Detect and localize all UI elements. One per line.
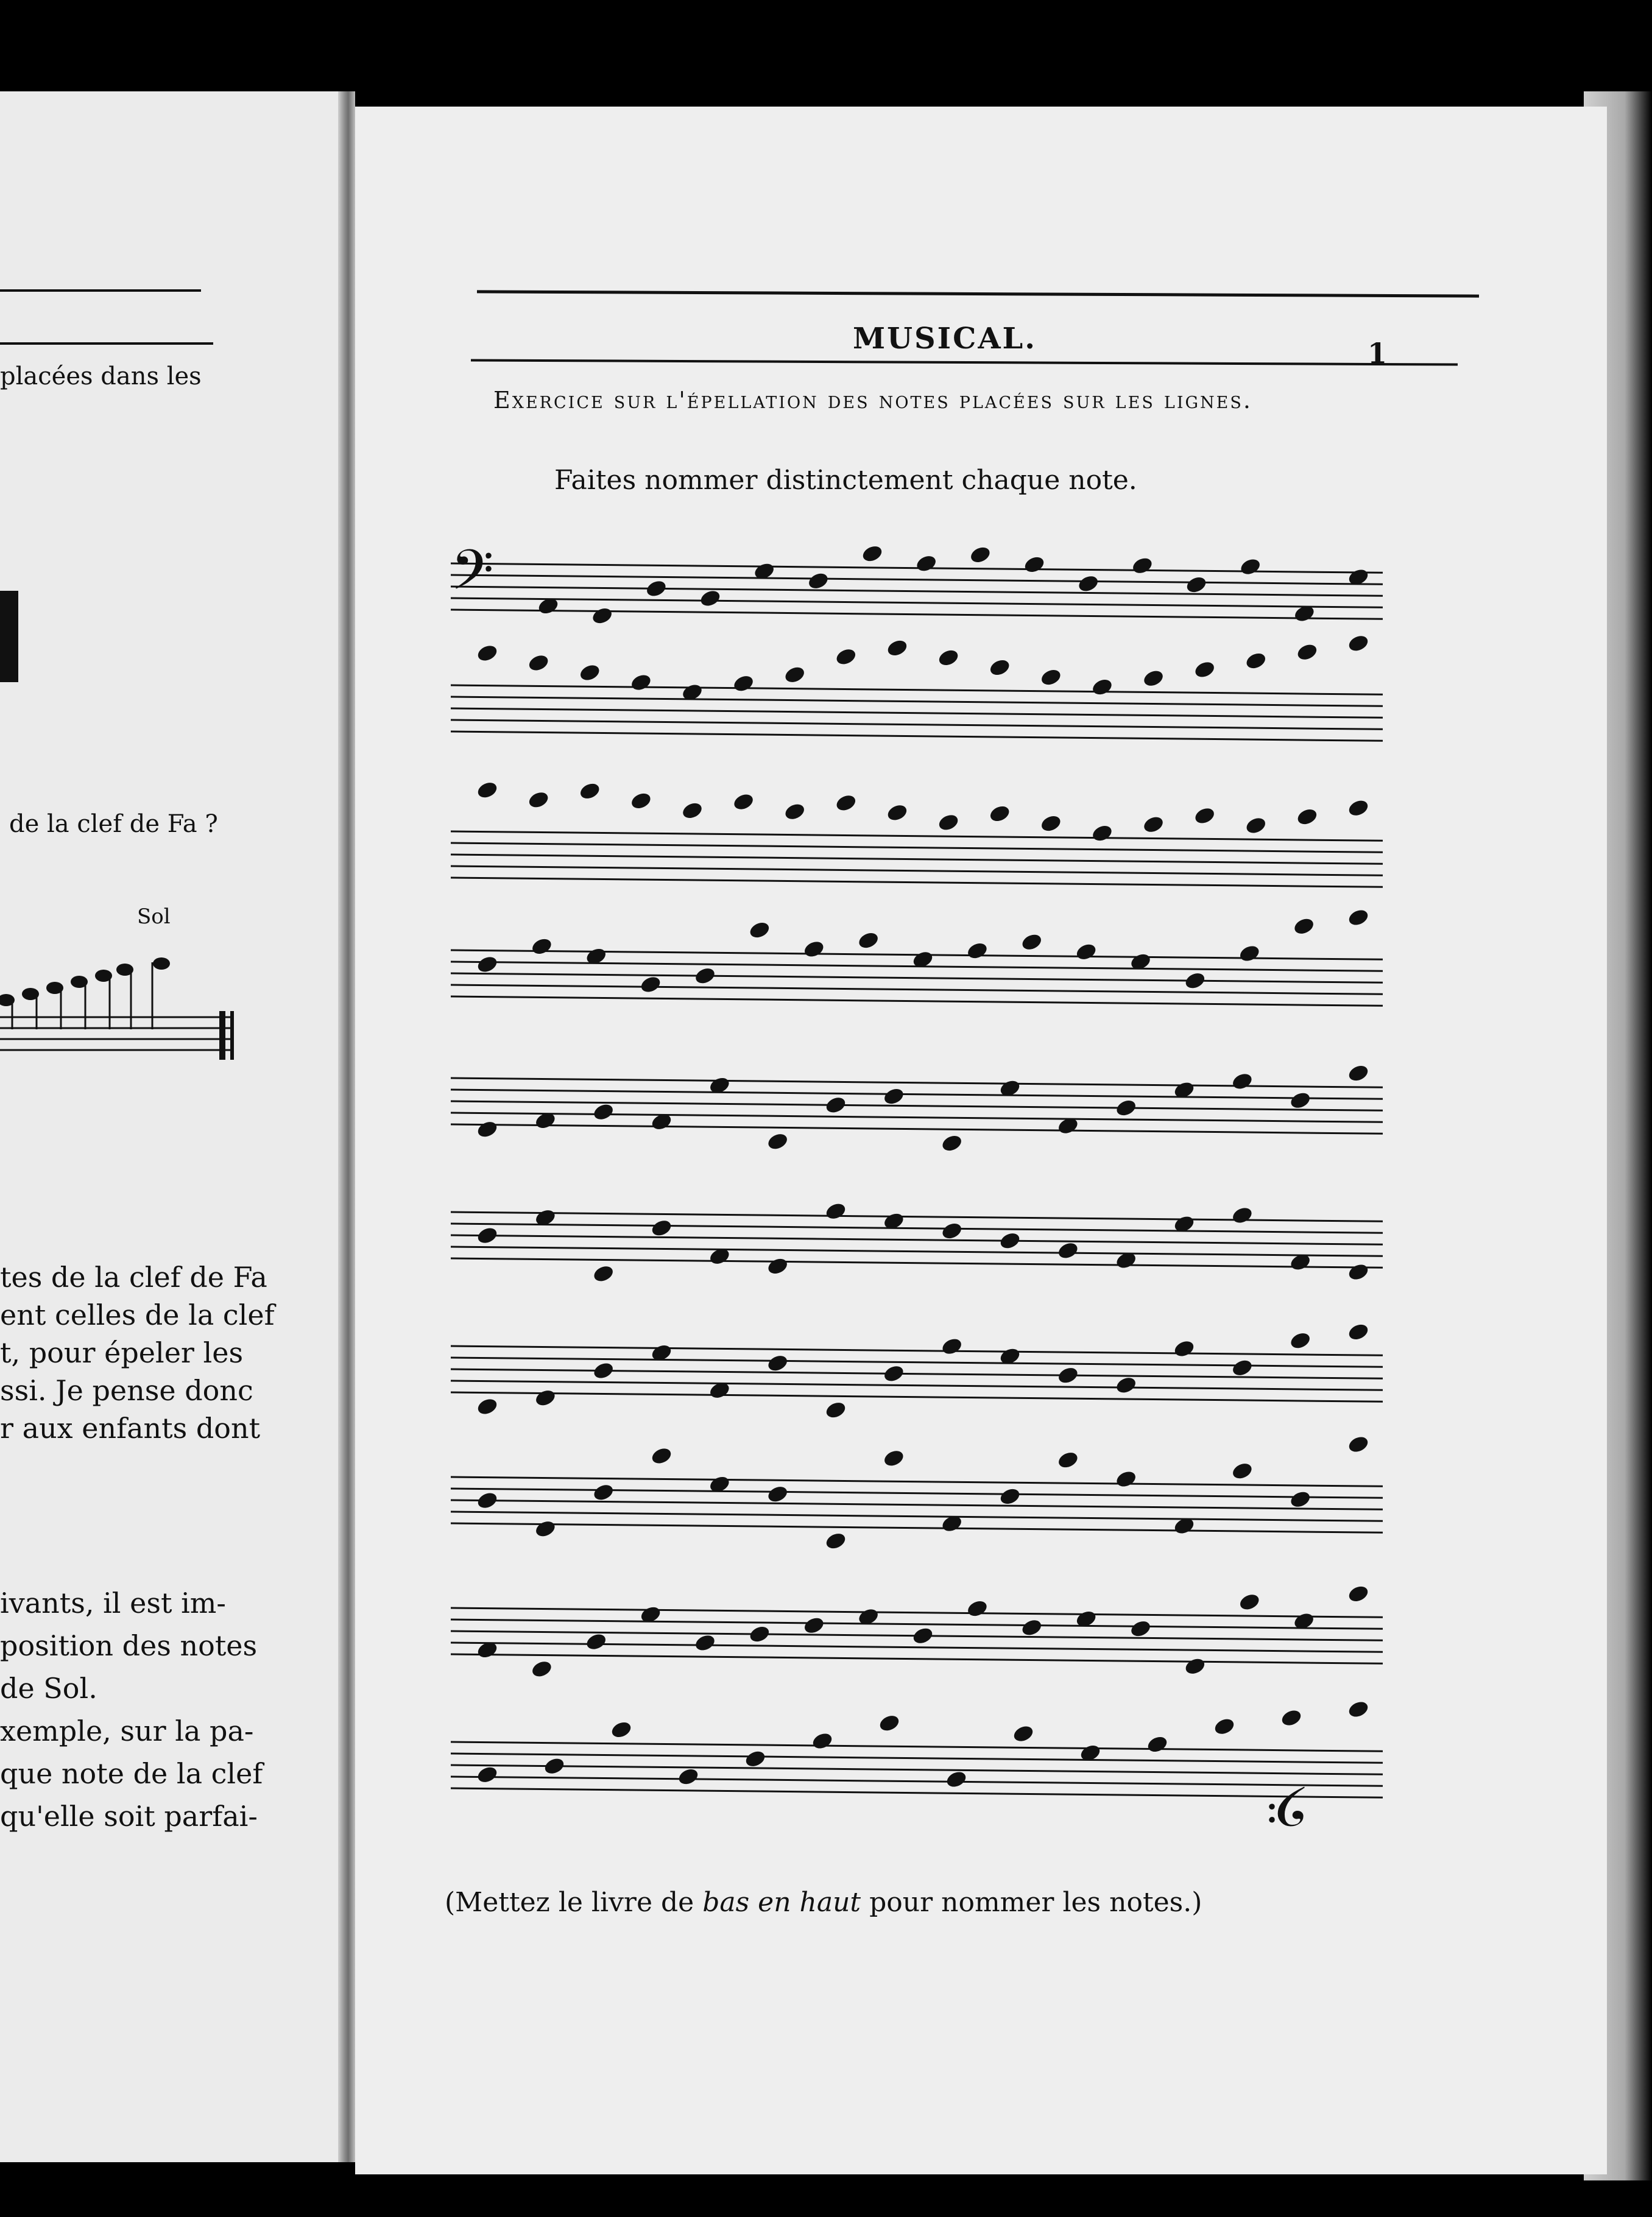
note: [802, 1615, 825, 1635]
note: [1347, 1584, 1370, 1604]
note: [1230, 1358, 1254, 1378]
note: [1039, 667, 1062, 687]
note: [882, 1448, 905, 1468]
note: [1193, 660, 1216, 680]
note: [766, 1353, 789, 1373]
note: [988, 803, 1011, 823]
staff-line: [451, 831, 1383, 841]
note: [476, 1225, 499, 1246]
note: [882, 1086, 905, 1106]
note: [766, 1131, 789, 1151]
note: [941, 1133, 964, 1153]
note: [937, 812, 960, 833]
staff-line: [451, 996, 1383, 1006]
note: [1185, 574, 1208, 594]
note: [1077, 574, 1100, 594]
note: [998, 1230, 1022, 1250]
note: [766, 1484, 789, 1504]
note: [861, 543, 884, 563]
staff-line: [451, 1477, 1383, 1486]
note: [476, 643, 499, 663]
left-text-line: ivants, il est im-: [0, 1587, 226, 1620]
footer-prefix: (Mettez le livre de: [445, 1887, 703, 1918]
note: [1142, 814, 1165, 834]
note: [639, 975, 662, 995]
note: [1056, 1365, 1079, 1385]
note: [941, 1336, 964, 1356]
note: [1023, 554, 1046, 574]
note: [1296, 642, 1319, 662]
note: [1146, 1734, 1169, 1754]
staff-2: [451, 633, 1383, 741]
note: [965, 1598, 989, 1618]
note: [591, 605, 614, 626]
staff-line: [451, 598, 1383, 607]
staff-line: [451, 1346, 1383, 1355]
note: [945, 1769, 968, 1789]
note: [1193, 806, 1216, 826]
left-text-line: ssi. Je pense donc: [0, 1374, 253, 1407]
footer-suffix: pour nommer les notes.): [861, 1887, 1202, 1918]
note: [1020, 932, 1043, 952]
staff-1: [451, 543, 1383, 626]
staff-9: [451, 1584, 1383, 1679]
left-question: de la clef de Fa ?: [9, 810, 218, 838]
note: [856, 930, 880, 950]
note: [592, 1482, 615, 1503]
staff-line: [451, 1101, 1383, 1110]
note: [732, 673, 755, 693]
note: [835, 647, 858, 667]
note: [476, 780, 499, 800]
note: [783, 664, 807, 685]
note: [807, 571, 830, 591]
left-text-line: qu'elle soit parfai-: [0, 1800, 258, 1833]
note: [1184, 970, 1207, 990]
note: [644, 579, 668, 599]
note: [766, 1256, 789, 1276]
note: [1230, 1205, 1254, 1225]
note: [585, 1632, 608, 1652]
note: [824, 1531, 847, 1551]
left-text-line: r aux enfants dont: [0, 1412, 261, 1445]
staff-line: [451, 1124, 1383, 1133]
note: [811, 1731, 834, 1751]
note: [1115, 1469, 1138, 1489]
left-text-line: ent celles de la clef: [0, 1299, 275, 1331]
note: [1173, 1339, 1196, 1359]
note: [1075, 942, 1098, 962]
staff-line: [451, 985, 1383, 994]
left-header-fragment: placées dans les: [0, 362, 202, 390]
note: [988, 657, 1011, 677]
note: [629, 672, 652, 693]
note: [592, 1102, 615, 1122]
note: [1347, 798, 1370, 818]
left-text-line: xemple, sur la pa-: [0, 1715, 254, 1747]
note: [824, 1400, 847, 1420]
staff-line: [451, 1381, 1383, 1390]
note: [1115, 1375, 1138, 1395]
note: [1292, 916, 1315, 936]
note: [534, 1518, 557, 1539]
staff-line: [451, 1608, 1383, 1617]
staff-line: [451, 973, 1383, 982]
staff-line: [451, 1258, 1383, 1267]
note: [1280, 1708, 1303, 1728]
staff-line: [451, 1247, 1383, 1256]
note: [748, 920, 771, 940]
staff-line: [451, 1742, 1383, 1751]
staff-line: [451, 731, 1383, 741]
staff-line: [451, 610, 1383, 619]
note: [1347, 633, 1370, 654]
note: [1239, 557, 1262, 577]
note: [1090, 823, 1114, 843]
staff-line: [451, 1788, 1383, 1797]
note: [824, 1095, 847, 1115]
note: [1184, 1656, 1207, 1676]
note: [476, 954, 499, 975]
staff-line: [451, 866, 1383, 875]
note: [882, 1364, 905, 1384]
note: [476, 1119, 499, 1139]
note: [748, 1624, 771, 1644]
note: [543, 1756, 566, 1776]
note: [680, 800, 704, 820]
left-text-line: position des notes: [0, 1629, 258, 1662]
note: [1238, 943, 1261, 964]
note: [1289, 1330, 1312, 1350]
staff-line: [451, 708, 1383, 717]
staff-line: [451, 855, 1383, 864]
note: [998, 1486, 1022, 1506]
note: [629, 791, 652, 811]
note: [693, 1633, 716, 1653]
note: [1090, 677, 1114, 697]
staff-line: [451, 1654, 1383, 1663]
bass-clef-start: 𝄢: [451, 538, 494, 616]
note: [1056, 1241, 1079, 1261]
note: [732, 792, 755, 812]
footer-italic: bas en haut: [702, 1887, 861, 1918]
staff-line: [451, 1489, 1383, 1498]
note: [835, 793, 858, 813]
staff-7: [451, 1322, 1383, 1420]
staff-line: [451, 720, 1383, 729]
staff-line: [451, 575, 1383, 584]
note: [1347, 908, 1370, 928]
staff-line: [451, 1500, 1383, 1509]
note: [969, 545, 992, 565]
note: [1129, 1618, 1152, 1638]
note: [965, 940, 989, 960]
note: [578, 781, 601, 801]
note: [1056, 1450, 1079, 1470]
note: [476, 1397, 499, 1417]
staff-line: [451, 878, 1383, 887]
note: [610, 1719, 633, 1739]
note: [886, 803, 909, 823]
note: [1131, 555, 1154, 576]
note: [1347, 1322, 1370, 1342]
note: [1296, 806, 1319, 827]
staff-line: [451, 1765, 1383, 1774]
staff-line: [451, 685, 1383, 694]
note: [911, 1626, 934, 1646]
note: [824, 1201, 847, 1221]
note: [650, 1218, 673, 1238]
staff-line: [451, 1620, 1383, 1629]
staff-6: [451, 1201, 1383, 1284]
note: [1020, 1618, 1043, 1638]
note: [527, 653, 550, 673]
note: [1347, 1063, 1370, 1083]
note: [1012, 1724, 1035, 1744]
note: [693, 965, 716, 985]
staff-line: [451, 587, 1383, 596]
staff-8: [451, 1434, 1383, 1551]
note: [530, 1659, 553, 1679]
staff-line: [451, 1235, 1383, 1244]
note: [915, 553, 938, 573]
note: [1347, 1434, 1370, 1454]
staff-3: [451, 780, 1383, 887]
page-number: 1: [1368, 337, 1388, 370]
note: [886, 638, 909, 658]
left-text-line: tes de la clef de Fa: [0, 1261, 267, 1294]
note: [1115, 1098, 1138, 1118]
staff-line: [451, 1754, 1383, 1763]
note: [1230, 1461, 1254, 1481]
staff-line: [451, 1224, 1383, 1233]
note: [1238, 1592, 1261, 1612]
staff-line: [451, 1392, 1383, 1401]
staff-5: [451, 1063, 1383, 1153]
instruction: Faites nommer distinctement chaque note.: [554, 465, 1137, 496]
left-text-line: que note de la clef: [0, 1757, 263, 1790]
page-title: MUSICAL.: [853, 322, 1037, 356]
note: [1039, 813, 1062, 833]
staff-line: [451, 1090, 1383, 1099]
left-text-line: de Sol.: [0, 1672, 97, 1705]
staff-line: [451, 1512, 1383, 1521]
note: [650, 1446, 673, 1466]
note: [476, 1490, 499, 1510]
staff-line: [451, 1777, 1383, 1786]
note-label: Sol: [137, 904, 171, 929]
left-text-line: t, pour épeler les: [0, 1336, 244, 1369]
bass-clef-end: 𝄢: [1266, 1760, 1310, 1838]
staff-4: [451, 908, 1383, 1006]
note: [1289, 1090, 1312, 1110]
note: [578, 663, 601, 683]
note: [1230, 1071, 1254, 1091]
note: [592, 1361, 615, 1381]
staff-line: [451, 843, 1383, 852]
staff-line: [451, 1113, 1383, 1122]
staff-line: [451, 1523, 1383, 1532]
note: [530, 936, 553, 956]
note: [534, 1387, 557, 1408]
note: [1347, 1262, 1370, 1282]
note: [937, 647, 960, 668]
note: [1244, 650, 1268, 671]
note: [1244, 816, 1268, 836]
staff-line: [451, 697, 1383, 706]
note: [1347, 1699, 1370, 1719]
note: [1213, 1716, 1236, 1736]
note: [592, 1264, 615, 1284]
note: [878, 1713, 901, 1733]
note: [476, 1764, 499, 1785]
note: [783, 802, 807, 822]
staff-10: [451, 1699, 1383, 1798]
exercise-title: Exercice sur l'épellation des notes placées sur les lignes.: [493, 387, 1252, 414]
note: [802, 939, 825, 959]
note: [527, 790, 550, 810]
note: [941, 1221, 964, 1241]
note: [744, 1749, 767, 1769]
note: [1289, 1489, 1312, 1509]
note: [699, 588, 722, 608]
note: [1142, 668, 1165, 688]
note: [677, 1766, 700, 1786]
